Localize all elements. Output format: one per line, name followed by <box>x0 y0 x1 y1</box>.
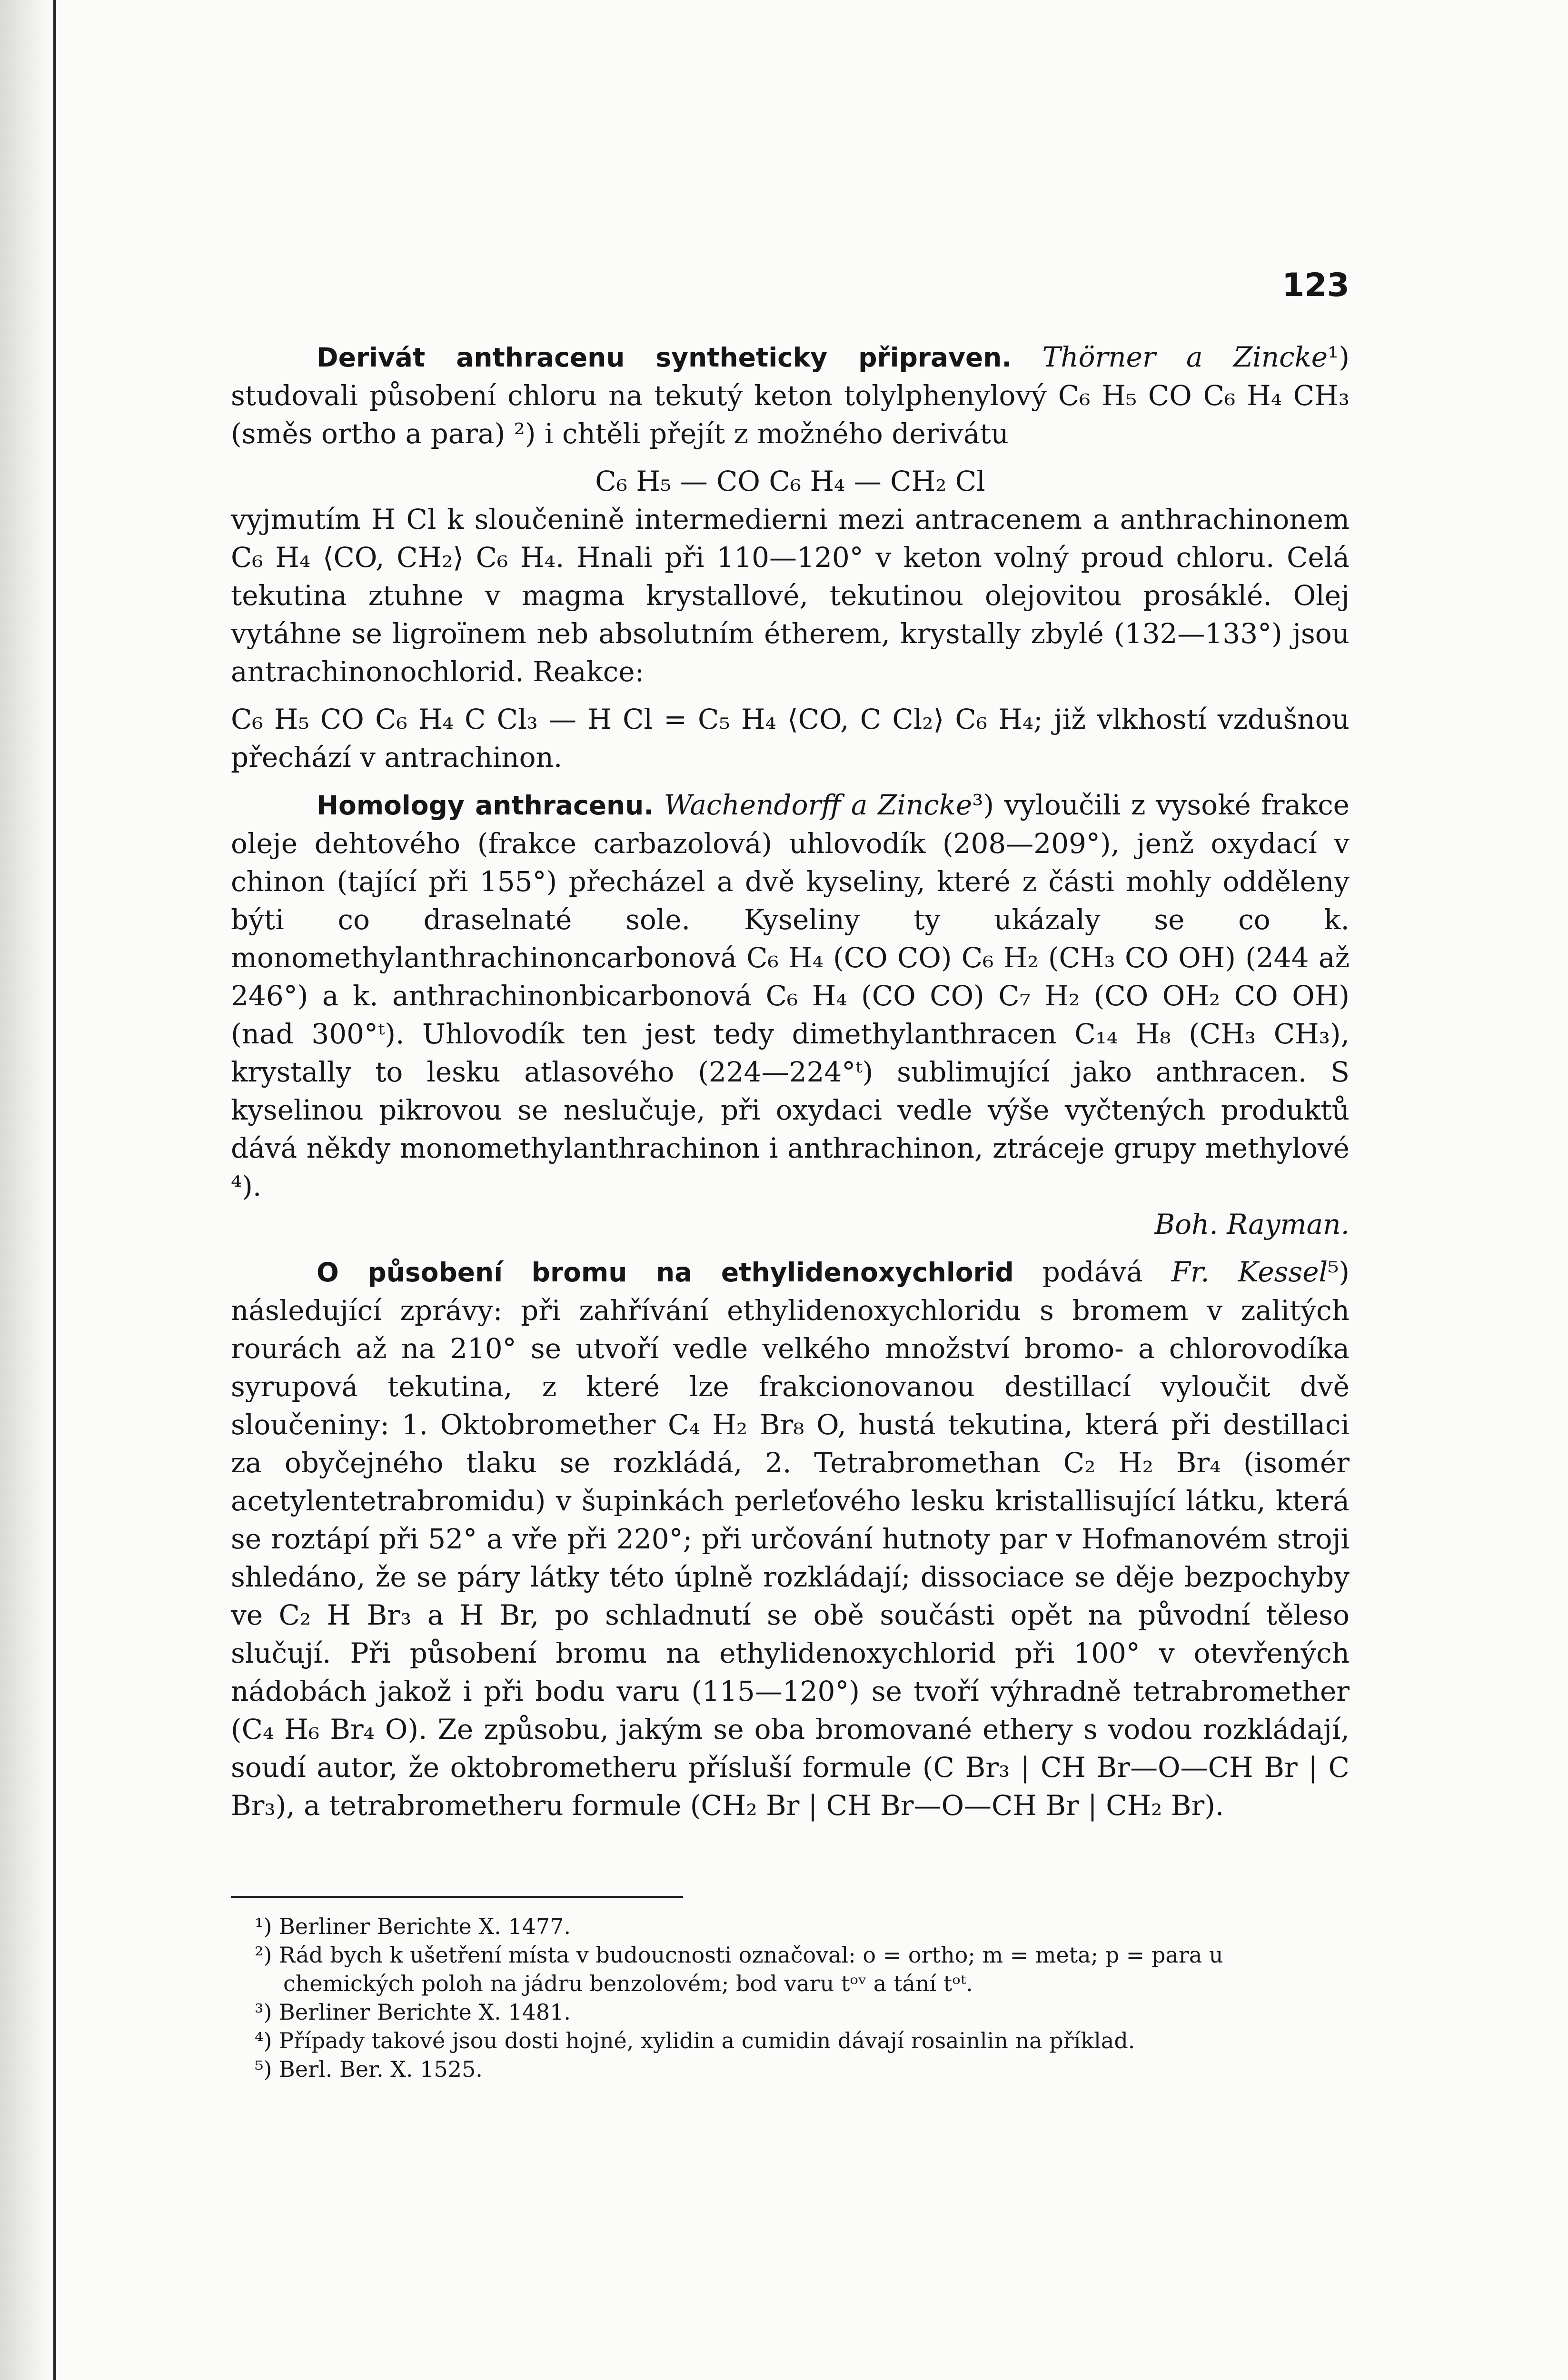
paragraph: ⁵) následující zprávy: při zahřívání ethylidenoxychloridu s bromem v zalitých rourách až na 210° se utvoří vedle velkého množství bromo- a chlorovodíka syrupová tekutina, z které lze frakcionovanou destillací vyloučit dvě sloučeniny: 1. Oktobromether C₄ H₂ Br₈ O, hustá tekutina, která při destillaci za obyčejného tlaku se rozkládá, 2. Tetrabromethan C₂ H₂ Br₄ (isomér acetylentetrabromidu) v šupinkách perleťového lesku kristallisující látku, která se roztápí při 52° a vře při 220°; při určování hutnoty par v Hofmanovém stroji shledáno, že se páry látky této úplně rozkládají; dissociace se děje bezpochyby ve C₂ H Br₃ a H Br, po schladnutí se obě součásti opět na původní těleso slučují. Při působení bromu na ethylidenoxychlorid při 100° v otevřených nádobách jakož i při bodu varu (115—120°) se tvoří výhradně tetrabromether (C₄ H₆ Br₄ O). Ze způsobu, jakým se oba bromované ethery s vodou rozkládají, soudí autor, že oktobrometheru přísluší formule (C Br₃ | CH Br—O—CH Br | C Br₃), a tetrabrometheru formule (CH₂ Br | CH Br—O—CH Br | CH₂ Br). <box>231 1256 1350 1822</box>
formula: C₆ H₅ — CO C₆ H₄ — CH₂ Cl <box>595 465 985 497</box>
page-text <box>231 338 1350 2083</box>
section-heading: Homology anthracenu. <box>317 790 654 821</box>
scan-edge <box>0 0 51 2380</box>
paragraph: ³) vyloučili z vysoké frakce oleje dehtového (frakce carbazolová) uhlovodík (208—209°), jenž oxydací v chinon (tající při 155°) přecházel a dvě kyseliny, které z části mohly odděleny býti co draselnaté sole. Kyseliny ty ukázaly se co k. monomethylanthrachinoncarbonová C₆ H₄ (CO CO) C₆ H₂ (CH₃ CO OH) (244 až 246°) a k. anthrachinonbicarbonová C₆ H₄ (CO CO) C₇ H₂ (CO OH₂ CO OH) (nad 300°ᵗ). Uhlovodík ten jest tedy dimethylanthracen C₁₄ H₈ (CH₃ CH₃), krystally to lesku atlasového (224—224°ᵗ) sublimující jako anthracen. S kyselinou pikrovou se neslučuje, při oxydaci vedle výše vyčtených produktů dává někdy monomethylanthrachinon i anthrachinon, ztráceje grupy methylové ⁴). <box>231 789 1350 1202</box>
footnote: ⁵) Berl. Ber. X. 1525. <box>255 2056 483 2082</box>
footnote-rule <box>231 1896 683 1898</box>
binding-line <box>53 0 56 2380</box>
section-bromine-action: O působení bromu na ethylidenoxychlorid podává Fr. Kessel⁵) následující zprávy: při zahřívání ethylidenoxychloridu s bromem v zalitých rourách až na 210° se utvoří vedle velkého množství bromo- a chlorovodíka syrupová tekutina, z které lze frakcionovanou destillací vyloučit dvě sloučeniny: 1. Oktobromether C₄ H₂ Br₈ O, hustá tekutina, která při destillaci za obyčejného tlaku se rozkládá, 2. Tetrabromethan C₂ H₂ Br₄ (isomér acetylentetrabromidu) v šupinkách perleťového lesku kristallisující látku, která se roztápí při 52° a vře při 220°; při určování hutnoty par v Hofmanovém stroji shledáno, že se páry látky této úplně rozkládají; dissociace se děje bezpochyby ve C₂ H Br₃ a H Br, po schladnutí se obě součásti opět na původní těleso slučují. Při působení bromu na ethylidenoxychlorid při 100° v otevřených nádobách jakož i při bodu varu (115—120°) se tvoří výhradně tetrabromether (C₄ H₆ Br₄ O). Ze způsobu, jakým se oba bromované ethery s vodou rozkládají, soudí autor, že oktobrometheru přísluší formule (C Br₃ | CH Br—O—CH Br | C Br₃), a tetrabrometheru formule (CH₂ Br | CH Br—O—CH Br | CH₂ Br). <box>231 1256 1350 1822</box>
page-number: 123 <box>1282 267 1350 304</box>
section-heading: Derivát anthracenu syntheticky připraven. <box>317 342 1012 373</box>
section-author: Wachendorff a Zincke <box>664 789 973 821</box>
section-heading: O působení bromu na ethylidenoxychlorid <box>317 1257 1014 1288</box>
section-anthracene-homologues <box>231 786 1350 1205</box>
paragraph: ¹) studovali působení chloru na tekutý keton tolylphenylový C₆ H₅ CO C₆ H₄ CH₃ (směs ortho a para) ²) i chtěli přejít z možného derivátu <box>231 341 1350 450</box>
section-author: Fr. Kessel <box>1171 1256 1328 1288</box>
footnote: ³) Berliner Berichte X. 1481. <box>255 1999 571 2025</box>
footnote: ¹) Berliner Berichte X. 1477. <box>255 1914 571 1939</box>
footnote: ²) Rád bych k ušetření místa v budoucnosti označoval: o = ortho; m = meta; p = para u chemických poloh na jádru benzolovém; bod varu tᵒᵛ a tání tᵒᵗ. <box>255 1942 1223 1996</box>
section-author: Thörner a Zincke <box>1042 341 1328 373</box>
paragraph: C₆ H₅ CO C₆ H₄ C Cl₃ — H Cl = C₅ H₄ ⟨CO, C Cl₂⟩ C₆ H₄; již vlkhostí vzdušnou přechází v antrachinon. <box>231 703 1350 774</box>
section-anthracene-derivative <box>231 338 1350 453</box>
signature: Boh. Rayman. <box>1154 1208 1350 1240</box>
paragraph: vyjmutím H Cl k sloučenině intermediernі mezi antracenem a anthrachinonem C₆ H₄ ⟨CO, CH₂⟩ C₆ H₄. Hnali při 110—120° v keton volný proud chloru. Celá tekutina ztuhne v magma krystallové, tekutinou olejovitou prosáklé. Olej vytáhne se ligroïnem neb absolutním étherem, krystally zbylé (132—133°) jsou antrachinonochlorid. Reakce: <box>231 503 1350 688</box>
footnote: ⁴) Případy takové jsou dosti hojné, xylidin a cumidin dávají rosainlin na příklad. <box>255 2028 1135 2053</box>
